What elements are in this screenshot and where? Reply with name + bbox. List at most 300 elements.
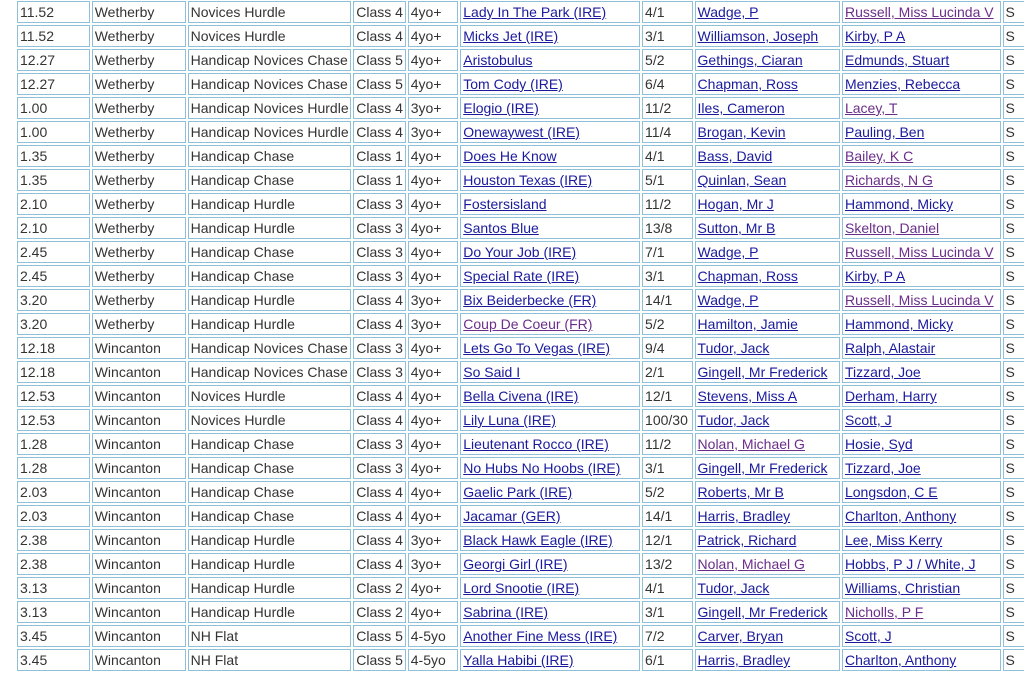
horse-link[interactable]: So Said I bbox=[463, 364, 521, 380]
race-time-cell: 3.13 bbox=[17, 577, 90, 599]
table-row bbox=[17, 505, 1024, 527]
trainer-cell bbox=[842, 193, 1001, 215]
jockey-cell bbox=[695, 601, 840, 623]
table-row bbox=[17, 169, 1024, 191]
odds-cell: 12/1 bbox=[642, 385, 693, 407]
extra-cell: S bbox=[1003, 481, 1024, 503]
trainer-link[interactable]: Charlton, Anthony bbox=[844, 508, 957, 524]
jockey-link[interactable]: Harris, Bradley bbox=[697, 652, 791, 668]
race-class-cell: Class 3 bbox=[353, 241, 406, 263]
jockey-link[interactable]: Roberts, Mr B bbox=[697, 484, 784, 500]
race-time-cell: 1.35 bbox=[17, 145, 90, 167]
race-type-cell: Handicap Novices Chase bbox=[188, 337, 352, 359]
race-type-cell: Novices Hurdle bbox=[188, 25, 352, 47]
odds-cell: 5/1 bbox=[642, 169, 693, 191]
age-cell: 4-5yo bbox=[408, 625, 459, 647]
age-cell: 4yo+ bbox=[408, 241, 459, 263]
horse-link[interactable]: Lets Go To Vegas (IRE) bbox=[463, 340, 611, 356]
trainer-cell bbox=[842, 529, 1001, 551]
jockey-cell bbox=[695, 121, 840, 143]
horse-cell bbox=[460, 241, 640, 263]
race-class-cell: Class 3 bbox=[353, 193, 406, 215]
course-cell: Wetherby bbox=[92, 313, 186, 335]
age-cell: 4yo+ bbox=[408, 601, 459, 623]
horse-cell bbox=[460, 73, 640, 95]
trainer-link[interactable]: Russell, Miss Lucinda V bbox=[844, 4, 994, 20]
jockey-link[interactable]: Williamson, Joseph bbox=[697, 28, 819, 44]
race-type-cell: Handicap Chase bbox=[188, 265, 352, 287]
race-time-cell: 2.45 bbox=[17, 241, 90, 263]
horse-link[interactable]: Black Hawk Eagle (IRE) bbox=[463, 532, 613, 548]
jockey-link[interactable]: Chapman, Ross bbox=[697, 76, 798, 92]
race-class-cell: Class 5 bbox=[353, 649, 406, 671]
race-class-cell: Class 4 bbox=[353, 409, 406, 431]
table-row bbox=[17, 553, 1024, 575]
course-cell: Wetherby bbox=[92, 97, 186, 119]
race-time-cell: 11.52 bbox=[17, 25, 90, 47]
odds-cell: 3/1 bbox=[642, 265, 693, 287]
race-class-cell: Class 2 bbox=[353, 601, 406, 623]
extra-cell: S bbox=[1003, 49, 1024, 71]
jockey-link[interactable]: Wadge, P bbox=[697, 292, 759, 308]
race-type-cell: Handicap Hurdle bbox=[188, 313, 352, 335]
horse-link[interactable]: Aristobulus bbox=[463, 52, 533, 68]
jockey-link[interactable]: Tudor, Jack bbox=[697, 340, 770, 356]
jockey-link[interactable]: Sutton, Mr B bbox=[697, 220, 776, 236]
jockey-cell bbox=[695, 409, 840, 431]
trainer-link[interactable]: Charlton, Anthony bbox=[844, 652, 957, 668]
jockey-link[interactable]: Bass, David bbox=[697, 148, 773, 164]
extra-cell: S bbox=[1003, 193, 1024, 215]
race-class-cell: Class 4 bbox=[353, 529, 406, 551]
extra-cell: S bbox=[1003, 577, 1024, 599]
trainer-link[interactable]: Pauling, Ben bbox=[844, 124, 925, 140]
extra-cell: S bbox=[1003, 505, 1024, 527]
extra-cell: S bbox=[1003, 121, 1024, 143]
trainer-link[interactable]: Scott, J bbox=[844, 628, 892, 644]
race-time-cell: 2.03 bbox=[17, 481, 90, 503]
table-row bbox=[17, 241, 1024, 263]
horse-cell bbox=[460, 361, 640, 383]
jockey-link[interactable]: Gingell, Mr Frederick bbox=[697, 364, 828, 380]
race-time-cell: 12.53 bbox=[17, 409, 90, 431]
trainer-link[interactable]: Kirby, P A bbox=[844, 28, 906, 44]
horse-link[interactable]: No Hubs No Hoobs (IRE) bbox=[463, 460, 621, 476]
odds-cell: 2/1 bbox=[642, 361, 693, 383]
race-time-cell: 1.28 bbox=[17, 457, 90, 479]
race-type-cell: Handicap Novices Chase bbox=[188, 361, 352, 383]
race-time-cell: 3.20 bbox=[17, 313, 90, 335]
race-type-cell: Handicap Chase bbox=[188, 169, 352, 191]
jockey-link[interactable]: Carver, Bryan bbox=[697, 628, 784, 644]
horse-cell bbox=[460, 169, 640, 191]
age-cell: 4yo+ bbox=[408, 1, 459, 23]
jockey-cell bbox=[695, 193, 840, 215]
jockey-cell bbox=[695, 145, 840, 167]
jockey-link[interactable]: Quinlan, Sean bbox=[697, 172, 787, 188]
trainer-link[interactable]: Russell, Miss Lucinda V bbox=[844, 244, 994, 260]
table-row bbox=[17, 265, 1024, 287]
race-time-cell: 1.00 bbox=[17, 97, 90, 119]
race-time-cell: 3.13 bbox=[17, 601, 90, 623]
race-class-cell: Class 4 bbox=[353, 481, 406, 503]
trainer-cell bbox=[842, 265, 1001, 287]
race-time-cell: 1.28 bbox=[17, 433, 90, 455]
odds-cell: 9/4 bbox=[642, 337, 693, 359]
extra-cell: S bbox=[1003, 625, 1024, 647]
horse-cell bbox=[460, 577, 640, 599]
age-cell: 4yo+ bbox=[408, 577, 459, 599]
trainer-link[interactable]: Menzies, Rebecca bbox=[844, 76, 961, 92]
age-cell: 4yo+ bbox=[408, 73, 459, 95]
race-type-cell: Handicap Chase bbox=[188, 241, 352, 263]
trainer-cell bbox=[842, 601, 1001, 623]
table-row bbox=[17, 25, 1024, 47]
trainer-cell bbox=[842, 457, 1001, 479]
race-time-cell: 12.27 bbox=[17, 73, 90, 95]
race-type-cell: Handicap Chase bbox=[188, 145, 352, 167]
horse-cell bbox=[460, 529, 640, 551]
extra-cell: S bbox=[1003, 553, 1024, 575]
race-time-cell: 11.52 bbox=[17, 1, 90, 23]
jockey-link[interactable]: Brogan, Kevin bbox=[697, 124, 786, 140]
extra-cell: S bbox=[1003, 241, 1024, 263]
trainer-cell bbox=[842, 505, 1001, 527]
extra-cell: S bbox=[1003, 25, 1024, 47]
jockey-link[interactable]: Stevens, Miss A bbox=[697, 388, 798, 404]
trainer-link[interactable]: Hammond, Micky bbox=[844, 196, 954, 212]
race-type-cell: Handicap Hurdle bbox=[188, 289, 352, 311]
horse-link[interactable]: Fostersisland bbox=[463, 196, 547, 212]
extra-cell: S bbox=[1003, 337, 1024, 359]
extra-cell: S bbox=[1003, 601, 1024, 623]
extra-cell: S bbox=[1003, 73, 1024, 95]
race-class-cell: Class 3 bbox=[353, 217, 406, 239]
odds-cell: 100/30 bbox=[642, 409, 693, 431]
trainer-link[interactable]: Scott, J bbox=[844, 412, 892, 428]
horse-link[interactable]: Micks Jet (IRE) bbox=[463, 28, 559, 44]
jockey-cell bbox=[695, 169, 840, 191]
race-class-cell: Class 4 bbox=[353, 505, 406, 527]
trainer-link[interactable]: Tizzard, Joe bbox=[844, 364, 921, 380]
odds-cell: 14/1 bbox=[642, 505, 693, 527]
odds-cell: 13/2 bbox=[642, 553, 693, 575]
trainer-cell bbox=[842, 25, 1001, 47]
horse-link[interactable]: Bix Beiderbecke (FR) bbox=[463, 292, 597, 308]
horse-cell bbox=[460, 121, 640, 143]
horse-link[interactable]: Houston Texas (IRE) bbox=[463, 172, 593, 188]
trainer-link[interactable]: Skelton, Daniel bbox=[844, 220, 940, 236]
trainer-link[interactable]: Hobbs, P J / White, J bbox=[844, 556, 976, 572]
trainer-cell bbox=[842, 361, 1001, 383]
odds-cell: 11/2 bbox=[642, 97, 693, 119]
jockey-cell bbox=[695, 361, 840, 383]
age-cell: 4yo+ bbox=[408, 505, 459, 527]
table-body bbox=[17, 1, 1024, 671]
jockey-link[interactable]: Nolan, Michael G bbox=[697, 556, 805, 572]
table-row bbox=[17, 1, 1024, 23]
race-class-cell: Class 5 bbox=[353, 49, 406, 71]
horse-link[interactable]: Elogio (IRE) bbox=[463, 100, 539, 116]
horse-link[interactable]: Onewaywest (IRE) bbox=[463, 124, 580, 140]
trainer-cell bbox=[842, 553, 1001, 575]
trainer-link[interactable]: Lacey, T bbox=[844, 100, 898, 116]
jockey-link[interactable]: Gingell, Mr Frederick bbox=[697, 604, 828, 620]
race-class-cell: Class 5 bbox=[353, 625, 406, 647]
course-cell: Wetherby bbox=[92, 25, 186, 47]
trainer-link[interactable]: Hosie, Syd bbox=[844, 436, 913, 452]
horse-cell bbox=[460, 457, 640, 479]
jockey-link[interactable]: Nolan, Michael G bbox=[697, 436, 805, 452]
jockey-link[interactable]: Patrick, Richard bbox=[697, 532, 797, 548]
age-cell: 4yo+ bbox=[408, 337, 459, 359]
race-time-cell: 2.10 bbox=[17, 217, 90, 239]
trainer-link[interactable]: Ralph, Alastair bbox=[844, 340, 936, 356]
horse-link[interactable]: Does He Know bbox=[463, 148, 557, 164]
race-class-cell: Class 4 bbox=[353, 553, 406, 575]
table-row bbox=[17, 313, 1024, 335]
trainer-cell bbox=[842, 433, 1001, 455]
trainer-link[interactable]: Williams, Christian bbox=[844, 580, 961, 596]
table-row bbox=[17, 337, 1024, 359]
horse-link[interactable]: Lady In The Park (IRE) bbox=[463, 4, 607, 20]
race-type-cell: NH Flat bbox=[188, 625, 352, 647]
odds-cell: 4/1 bbox=[642, 145, 693, 167]
jockey-cell bbox=[695, 553, 840, 575]
odds-cell: 4/1 bbox=[642, 1, 693, 23]
race-type-cell: Handicap Novices Chase bbox=[188, 73, 352, 95]
table-row bbox=[17, 577, 1024, 599]
course-cell: Wincanton bbox=[92, 649, 186, 671]
trainer-link[interactable]: Richards, N G bbox=[844, 172, 933, 188]
odds-cell: 7/1 bbox=[642, 241, 693, 263]
extra-cell: S bbox=[1003, 169, 1024, 191]
odds-cell: 5/2 bbox=[642, 313, 693, 335]
table-row bbox=[17, 649, 1024, 671]
age-cell: 3yo+ bbox=[408, 97, 459, 119]
table-row bbox=[17, 217, 1024, 239]
jockey-link[interactable]: Chapman, Ross bbox=[697, 268, 798, 284]
age-cell: 3yo+ bbox=[408, 289, 459, 311]
age-cell: 4yo+ bbox=[408, 481, 459, 503]
course-cell: Wetherby bbox=[92, 289, 186, 311]
horse-link[interactable]: Lieutenant Rocco (IRE) bbox=[463, 436, 609, 452]
extra-cell: S bbox=[1003, 265, 1024, 287]
race-type-cell: Handicap Novices Hurdle bbox=[188, 97, 352, 119]
horse-cell bbox=[460, 481, 640, 503]
extra-cell: S bbox=[1003, 145, 1024, 167]
horse-link[interactable]: Do Your Job (IRE) bbox=[463, 244, 577, 260]
trainer-cell bbox=[842, 1, 1001, 23]
trainer-cell bbox=[842, 241, 1001, 263]
course-cell: Wetherby bbox=[92, 49, 186, 71]
trainer-cell bbox=[842, 337, 1001, 359]
jockey-link[interactable]: Tudor, Jack bbox=[697, 412, 770, 428]
jockey-cell bbox=[695, 313, 840, 335]
jockey-cell bbox=[695, 97, 840, 119]
horse-cell bbox=[460, 505, 640, 527]
horse-link[interactable]: Santos Blue bbox=[463, 220, 539, 236]
trainer-cell bbox=[842, 289, 1001, 311]
race-class-cell: Class 4 bbox=[353, 1, 406, 23]
horse-link[interactable]: Special Rate (IRE) bbox=[463, 268, 580, 284]
course-cell: Wetherby bbox=[92, 241, 186, 263]
trainer-cell bbox=[842, 625, 1001, 647]
horse-link[interactable]: Bella Civena (IRE) bbox=[463, 388, 579, 404]
jockey-cell bbox=[695, 241, 840, 263]
jockey-link[interactable]: Iles, Cameron bbox=[697, 100, 785, 116]
race-type-cell: Handicap Novices Chase bbox=[188, 49, 352, 71]
race-time-cell: 2.03 bbox=[17, 505, 90, 527]
jockey-link[interactable]: Wadge, P bbox=[697, 4, 759, 20]
race-time-cell: 2.45 bbox=[17, 265, 90, 287]
odds-cell: 3/1 bbox=[642, 457, 693, 479]
age-cell: 4yo+ bbox=[408, 433, 459, 455]
jockey-cell bbox=[695, 457, 840, 479]
course-cell: Wincanton bbox=[92, 433, 186, 455]
extra-cell: S bbox=[1003, 529, 1024, 551]
horse-cell bbox=[460, 433, 640, 455]
race-type-cell: Novices Hurdle bbox=[188, 385, 352, 407]
trainer-link[interactable]: Lee, Miss Kerry bbox=[844, 532, 943, 548]
table-row bbox=[17, 625, 1024, 647]
odds-cell: 5/2 bbox=[642, 481, 693, 503]
course-cell: Wincanton bbox=[92, 553, 186, 575]
trainer-link[interactable]: Hammond, Micky bbox=[844, 316, 954, 332]
jockey-cell bbox=[695, 649, 840, 671]
race-class-cell: Class 4 bbox=[353, 25, 406, 47]
horse-cell bbox=[460, 601, 640, 623]
race-class-cell: Class 3 bbox=[353, 433, 406, 455]
jockey-cell bbox=[695, 1, 840, 23]
table-row bbox=[17, 385, 1024, 407]
age-cell: 4yo+ bbox=[408, 25, 459, 47]
trainer-link[interactable]: Derham, Harry bbox=[844, 388, 937, 404]
trainer-link[interactable]: Nicholls, P F bbox=[844, 604, 924, 620]
race-type-cell: Handicap Hurdle bbox=[188, 217, 352, 239]
race-type-cell: Handicap Chase bbox=[188, 481, 352, 503]
jockey-link[interactable]: Gingell, Mr Frederick bbox=[697, 460, 828, 476]
jockey-link[interactable]: Harris, Bradley bbox=[697, 508, 791, 524]
age-cell: 4yo+ bbox=[408, 49, 459, 71]
table-row bbox=[17, 193, 1024, 215]
race-class-cell: Class 5 bbox=[353, 73, 406, 95]
table-row bbox=[17, 289, 1024, 311]
table-row bbox=[17, 601, 1024, 623]
race-class-cell: Class 3 bbox=[353, 337, 406, 359]
race-class-cell: Class 1 bbox=[353, 169, 406, 191]
trainer-cell bbox=[842, 145, 1001, 167]
race-time-cell: 1.00 bbox=[17, 121, 90, 143]
horse-link[interactable]: Tom Cody (IRE) bbox=[463, 76, 563, 92]
extra-cell: S bbox=[1003, 361, 1024, 383]
horse-link[interactable]: Georgi Girl (IRE) bbox=[463, 556, 568, 572]
course-cell: Wetherby bbox=[92, 121, 186, 143]
course-cell: Wetherby bbox=[92, 217, 186, 239]
course-cell: Wincanton bbox=[92, 337, 186, 359]
race-class-cell: Class 4 bbox=[353, 121, 406, 143]
race-class-cell: Class 4 bbox=[353, 97, 406, 119]
age-cell: 3yo+ bbox=[408, 313, 459, 335]
course-cell: Wincanton bbox=[92, 361, 186, 383]
race-time-cell: 12.18 bbox=[17, 361, 90, 383]
horse-link[interactable]: Gaelic Park (IRE) bbox=[463, 484, 573, 500]
age-cell: 4yo+ bbox=[408, 265, 459, 287]
race-type-cell: Handicap Hurdle bbox=[188, 553, 352, 575]
table-row bbox=[17, 457, 1024, 479]
trainer-cell bbox=[842, 217, 1001, 239]
horse-link[interactable]: Sabrina (IRE) bbox=[463, 604, 549, 620]
race-class-cell: Class 2 bbox=[353, 577, 406, 599]
horse-link[interactable]: Lily Luna (IRE) bbox=[463, 412, 556, 428]
horse-cell bbox=[460, 193, 640, 215]
horse-cell bbox=[460, 97, 640, 119]
horse-link[interactable]: Yalla Habibi (IRE) bbox=[463, 652, 574, 668]
age-cell: 4yo+ bbox=[408, 385, 459, 407]
trainer-cell bbox=[842, 649, 1001, 671]
odds-cell: 11/2 bbox=[642, 193, 693, 215]
jockey-link[interactable]: Hogan, Mr J bbox=[697, 196, 774, 212]
age-cell: 3yo+ bbox=[408, 553, 459, 575]
course-cell: Wincanton bbox=[92, 409, 186, 431]
trainer-cell bbox=[842, 121, 1001, 143]
jockey-link[interactable]: Wadge, P bbox=[697, 244, 759, 260]
jockey-cell bbox=[695, 385, 840, 407]
jockey-cell bbox=[695, 481, 840, 503]
horse-link[interactable]: Jacamar (GER) bbox=[463, 508, 561, 524]
table-row bbox=[17, 409, 1024, 431]
trainer-link[interactable]: Bailey, K C bbox=[844, 148, 914, 164]
race-type-cell: Novices Hurdle bbox=[188, 1, 352, 23]
odds-cell: 11/2 bbox=[642, 433, 693, 455]
extra-cell: S bbox=[1003, 1, 1024, 23]
trainer-cell bbox=[842, 409, 1001, 431]
horse-link[interactable]: Another Fine Mess (IRE) bbox=[463, 628, 618, 644]
jockey-link[interactable]: Gethings, Ciaran bbox=[697, 52, 803, 68]
trainer-link[interactable]: Russell, Miss Lucinda V bbox=[844, 292, 994, 308]
race-class-cell: Class 4 bbox=[353, 313, 406, 335]
trainer-link[interactable]: Kirby, P A bbox=[844, 268, 906, 284]
age-cell: 4-5yo bbox=[408, 649, 459, 671]
horse-link[interactable]: Coup De Coeur (FR) bbox=[463, 316, 593, 332]
trainer-link[interactable]: Longsdon, C E bbox=[844, 484, 938, 500]
jockey-cell bbox=[695, 529, 840, 551]
race-time-cell: 12.53 bbox=[17, 385, 90, 407]
extra-cell: S bbox=[1003, 457, 1024, 479]
race-class-cell: Class 3 bbox=[353, 265, 406, 287]
course-cell: Wetherby bbox=[92, 193, 186, 215]
age-cell: 4yo+ bbox=[408, 169, 459, 191]
odds-cell: 12/1 bbox=[642, 529, 693, 551]
horse-link[interactable]: Lord Snootie (IRE) bbox=[463, 580, 580, 596]
jockey-link[interactable]: Tudor, Jack bbox=[697, 580, 770, 596]
race-type-cell: Novices Hurdle bbox=[188, 409, 352, 431]
trainer-link[interactable]: Edmunds, Stuart bbox=[844, 52, 950, 68]
odds-cell: 7/2 bbox=[642, 625, 693, 647]
trainer-cell bbox=[842, 73, 1001, 95]
course-cell: Wincanton bbox=[92, 457, 186, 479]
jockey-cell bbox=[695, 337, 840, 359]
horse-cell bbox=[460, 25, 640, 47]
horse-cell bbox=[460, 49, 640, 71]
course-cell: Wetherby bbox=[92, 145, 186, 167]
horse-cell bbox=[460, 409, 640, 431]
race-results-table bbox=[15, 0, 1024, 673]
trainer-link[interactable]: Tizzard, Joe bbox=[844, 460, 921, 476]
race-time-cell: 12.27 bbox=[17, 49, 90, 71]
jockey-link[interactable]: Hamilton, Jamie bbox=[697, 316, 798, 332]
course-cell: Wincanton bbox=[92, 529, 186, 551]
